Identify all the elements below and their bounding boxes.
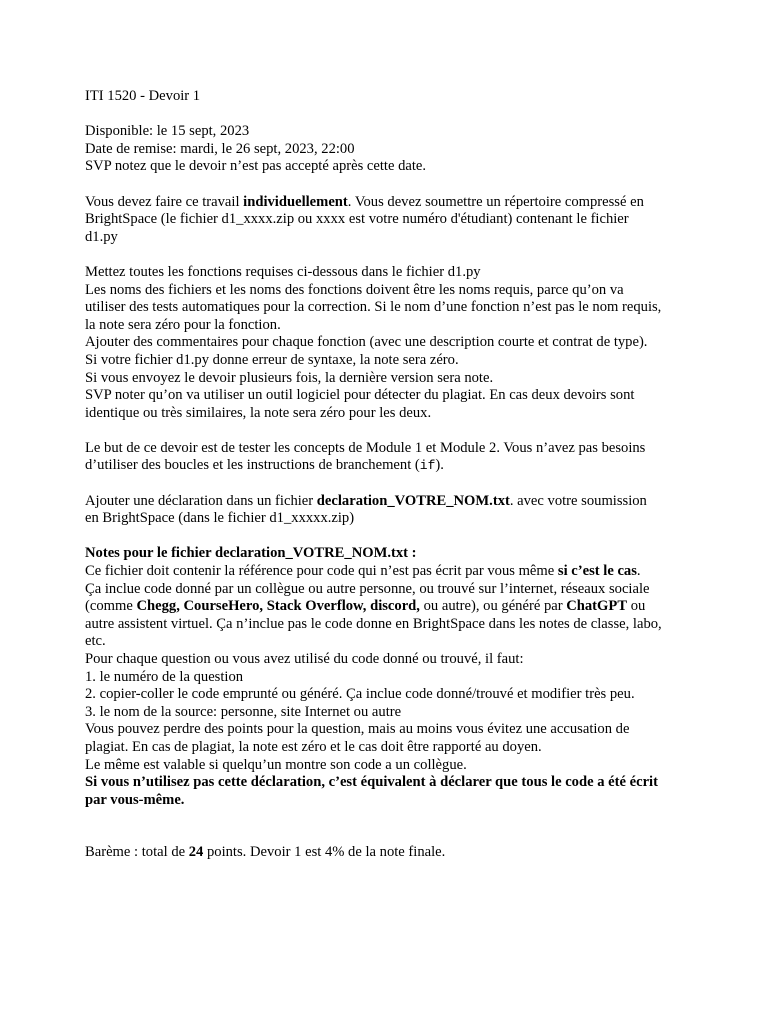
- notes-line-8: plagiat. En cas de plagiat, la note est zéro et le cas doit être rapporté au doyen.: [85, 738, 542, 755]
- text-fragment: (comme: [85, 598, 137, 615]
- rule-line: Mettez toutes les fonctions requises ci-dessous dans le fichier d1.py: [85, 263, 481, 280]
- goal-section: [85, 440, 695, 475]
- total-points: 24: [188, 844, 204, 861]
- text-fragment: Ajouter une déclaration dans un fichier: [85, 492, 317, 509]
- text-fragment: . Vous devez soumettre un répertoire compressé en: [347, 193, 644, 210]
- rule-line: la note sera zéro pour la fonction.: [85, 316, 281, 333]
- dates-section: [85, 123, 695, 176]
- text-fragment: ou: [627, 598, 646, 615]
- declaration-filename: declaration_VOTRE_NOM.txt: [316, 492, 510, 509]
- individual-section: [85, 194, 695, 247]
- emphasis-if-case: si c’est le cas: [557, 563, 637, 580]
- warning-text: Si vous n’utilisez pas cette déclaration, c’est équivalent à déclarer que tous le code a été écrit: [85, 774, 658, 791]
- warning-text: par vous-même.: [85, 791, 185, 808]
- text-fragment: ).: [435, 457, 444, 474]
- notes-warning-2: [85, 792, 695, 810]
- rule-line: SVP noter qu’on va utiliser un outil logiciel pour détecter du plagiat. En cas deux devoirs sont: [85, 387, 635, 404]
- document-page: [85, 88, 695, 862]
- rule-line: identique ou très similaires, la note sera zéro pour les deux.: [85, 404, 432, 421]
- text-fragment: points. Devoir 1 est 4% de la note finale.: [203, 844, 446, 861]
- declaration-line-2: en BrightSpace (dans le fichier d1_xxxxx.zip): [85, 510, 355, 527]
- notes-list-item: 2. copier-coller le code emprunté ou généré. Ça inclue code donné/trouvé et modifier très peu.: [85, 686, 635, 703]
- code-keyword-if: if: [419, 458, 436, 474]
- rule-line: Si votre fichier d1.py donne erreur de syntaxe, la note sera zéro.: [85, 351, 459, 368]
- notes-line-1: [85, 563, 695, 581]
- notes-heading-text: Notes pour le fichier declaration_VOTRE_NOM.txt :: [85, 545, 417, 562]
- goal-line-1: Le but de ce devoir est de tester les concepts de Module 1 et Module 2. Vous n’avez pas besoins: [85, 439, 646, 456]
- rules-section: [85, 264, 695, 422]
- notes-line-2: Ça inclue code donné par un collègue ou autre personne, ou trouvé sur l’internet, réseaux sociale: [85, 580, 650, 597]
- notes-warning-1: [85, 774, 695, 792]
- notes-list-item: 1. le numéro de la question: [85, 668, 244, 685]
- text-fragment: ou autre), ou généré par: [419, 598, 567, 615]
- emphasis-individual: individuellement: [243, 193, 348, 210]
- sources-list: Chegg, CourseHero, Stack Overflow, discord,: [136, 598, 420, 615]
- notes-line-4: autre assistent virtuel. Ça n’inclue pas le code donne en BrightSpace dans les notes de classe, labo,: [85, 615, 662, 632]
- late-notice: SVP notez que le devoir n’est pas accepté après cette date.: [85, 158, 427, 175]
- grading-section: [85, 844, 695, 862]
- chatgpt-mention: ChatGPT: [566, 598, 628, 615]
- individual-line-2: BrightSpace (le fichier d1_xxxx.zip ou xxxx est votre numéro d'étudiant) contenant le fichier: [85, 211, 629, 228]
- due-date: Date de remise: mardi, le 26 sept, 2023, 22:00: [85, 140, 355, 157]
- goal-line-2: [85, 457, 695, 475]
- text-fragment: Vous devez faire ce travail: [85, 193, 244, 210]
- grading-line: [85, 844, 695, 862]
- individual-line-3: d1.py: [85, 228, 118, 245]
- rule-line: Si vous envoyez le devoir plusieurs fois, la dernière version sera note.: [85, 369, 494, 386]
- notes-section: [85, 545, 695, 809]
- text-fragment: .: [636, 563, 641, 580]
- document-title: [85, 88, 695, 106]
- notes-line-9: Le même est valable si quelqu’un montre son code a un collègue.: [85, 756, 467, 773]
- notes-heading: [85, 545, 695, 563]
- text-fragment: Ce fichier doit contenir la référence pour code qui n’est pas écrit par vous même: [85, 563, 558, 580]
- rule-line: Ajouter des commentaires pour chaque fonction (avec une description courte et contrat de type).: [85, 334, 648, 351]
- notes-line-5: etc.: [85, 633, 106, 650]
- individual-line-1: [85, 194, 695, 212]
- notes-line-3: [85, 598, 695, 616]
- notes-line-6: Pour chaque question ou vous avez utilisé du code donné ou trouvé, il faut:: [85, 651, 524, 667]
- text-fragment: d’utiliser des boucles et les instructions de branchement (: [85, 457, 420, 474]
- declaration-section: [85, 493, 695, 528]
- available-date: Disponible: le 15 sept, 2023: [85, 123, 250, 140]
- text-fragment: Barème : total de: [85, 844, 189, 861]
- notes-list-item: 3. le nom de la source: personne, site Internet ou autre: [85, 703, 402, 720]
- declaration-line-1: [85, 493, 695, 511]
- rule-line: Les noms des fichiers et les noms des fonctions doivent être les noms requis, parce qu’on va: [85, 281, 624, 298]
- title-text: ITI 1520 - Devoir 1: [85, 88, 201, 104]
- text-fragment: . avec votre soumission: [509, 492, 647, 509]
- rule-line: utiliser des tests automatiques pour la correction. Si le nom d’une fonction n’est pas le nom requis,: [85, 299, 662, 316]
- notes-line-7: Vous pouvez perdre des points pour la question, mais au moins vous évitez une accusation de: [85, 721, 630, 738]
